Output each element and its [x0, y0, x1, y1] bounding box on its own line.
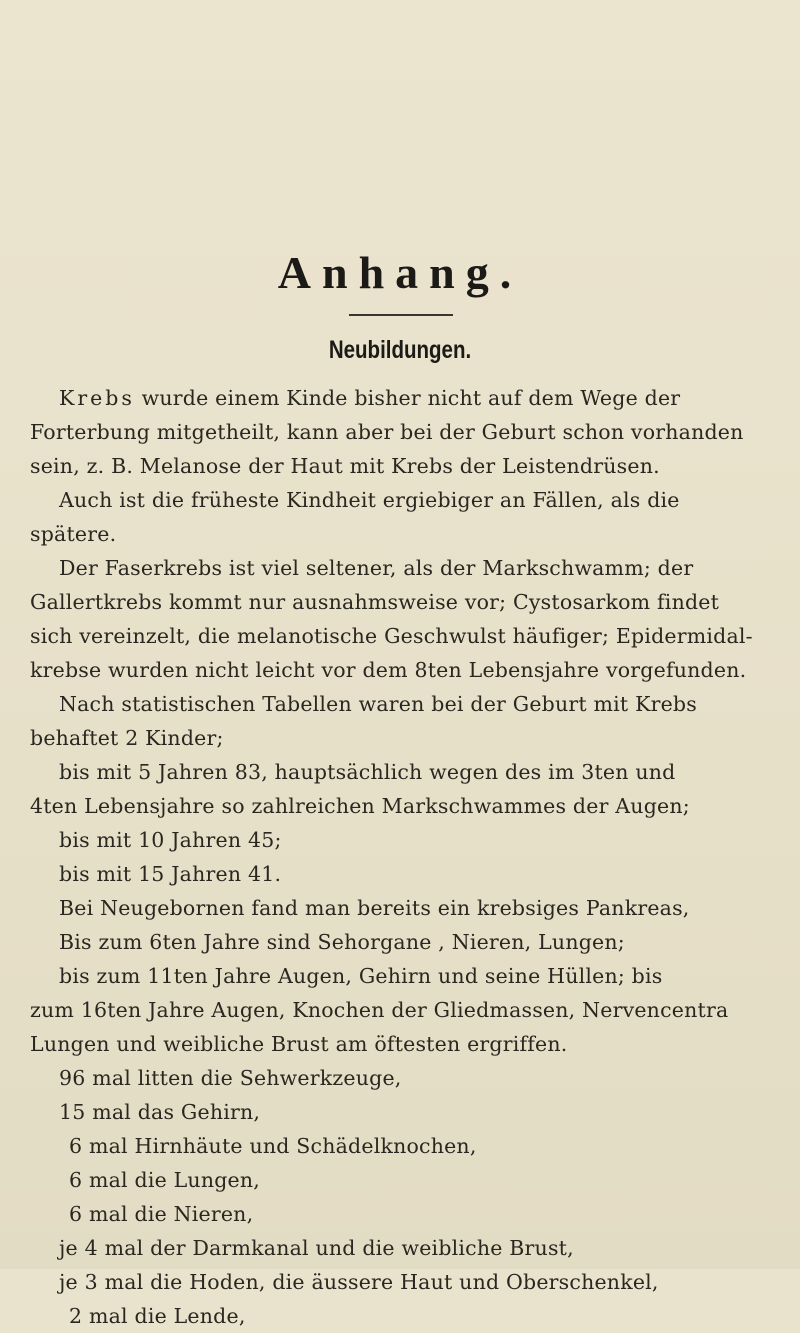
text-line: bis zum 11ten Jahre Augen, Gehirn und seine Hüllen; bis [59, 964, 663, 988]
text-line: 6 mal Hirnhäute und Schädelknochen, [69, 1134, 477, 1158]
text-line: 4ten Lebensjahre so zahlreichen Markschwammes der Augen; [30, 794, 690, 818]
text-line: sich vereinzelt, die melanotische Geschwulst häufiger; Epidermidal- [30, 624, 753, 648]
text-line: Bis zum 6ten Jahre sind Sehorgane , Nieren, Lungen; [59, 930, 625, 954]
text-line: Krebs wurde einem Kinde bisher nicht auf dem Wege der [59, 386, 681, 410]
text-line: zum 16ten Jahre Augen, Knochen der Gliedmassen, Nervencentra [30, 998, 729, 1022]
body-text [30, 381, 770, 1333]
text-line: Lungen und weibliche Brust am öftesten ergriffen. [30, 1032, 568, 1056]
text-line: Nach statistischen Tabellen waren bei der Geburt mit Krebs [59, 692, 697, 716]
text-line: krebse wurden nicht leicht vor dem 8ten Lebensjahre vorgefunden. [30, 658, 747, 682]
text-line: je 4 mal der Darmkanal und die weibliche Brust, [59, 1236, 574, 1260]
text-line: bis mit 15 Jahren 41. [59, 862, 282, 886]
text-line: behaftet 2 Kinder; [30, 726, 224, 750]
text-line: 96 mal litten die Sehwerkzeuge, [59, 1066, 402, 1090]
page-title: Anhang. [277, 247, 523, 298]
text-line: spätere. [30, 522, 117, 546]
text-line: Auch ist die früheste Kindheit ergiebiger an Fällen, als die [59, 488, 680, 512]
text-line: Bei Neugebornen fand man bereits ein krebsiges Pankreas, [59, 896, 690, 920]
emphasized-word: Krebs [59, 386, 135, 410]
text-line: 6 mal die Nieren, [69, 1202, 254, 1226]
text-line: 6 mal die Lungen, [69, 1168, 261, 1192]
text-line: Forterbung mitgetheilt, kann aber bei der Geburt schon vorhanden [30, 420, 744, 444]
section-heading: Neubildungen. [328, 336, 472, 364]
text-line: Der Faserkrebs ist viel seltener, als der Markschwamm; der [59, 556, 694, 580]
title-divider [349, 314, 453, 316]
text-line: 15 mal das Gehirn, [59, 1100, 261, 1124]
text-line: je 3 mal die Hoden, die äussere Haut und Oberschenkel, [59, 1270, 659, 1294]
text-line: sein, z. B. Melanose der Haut mit Krebs der Leistendrüsen. [30, 454, 660, 478]
text-line: 2 mal die Lende, [69, 1304, 246, 1328]
text-line: Gallertkrebs kommt nur ausnahmsweise vor; Cystosarkom findet [30, 590, 720, 614]
text-line: bis mit 10 Jahren 45; [59, 828, 282, 852]
text-line: bis mit 5 Jahren 83, hauptsächlich wegen des im 3ten und [59, 760, 676, 784]
